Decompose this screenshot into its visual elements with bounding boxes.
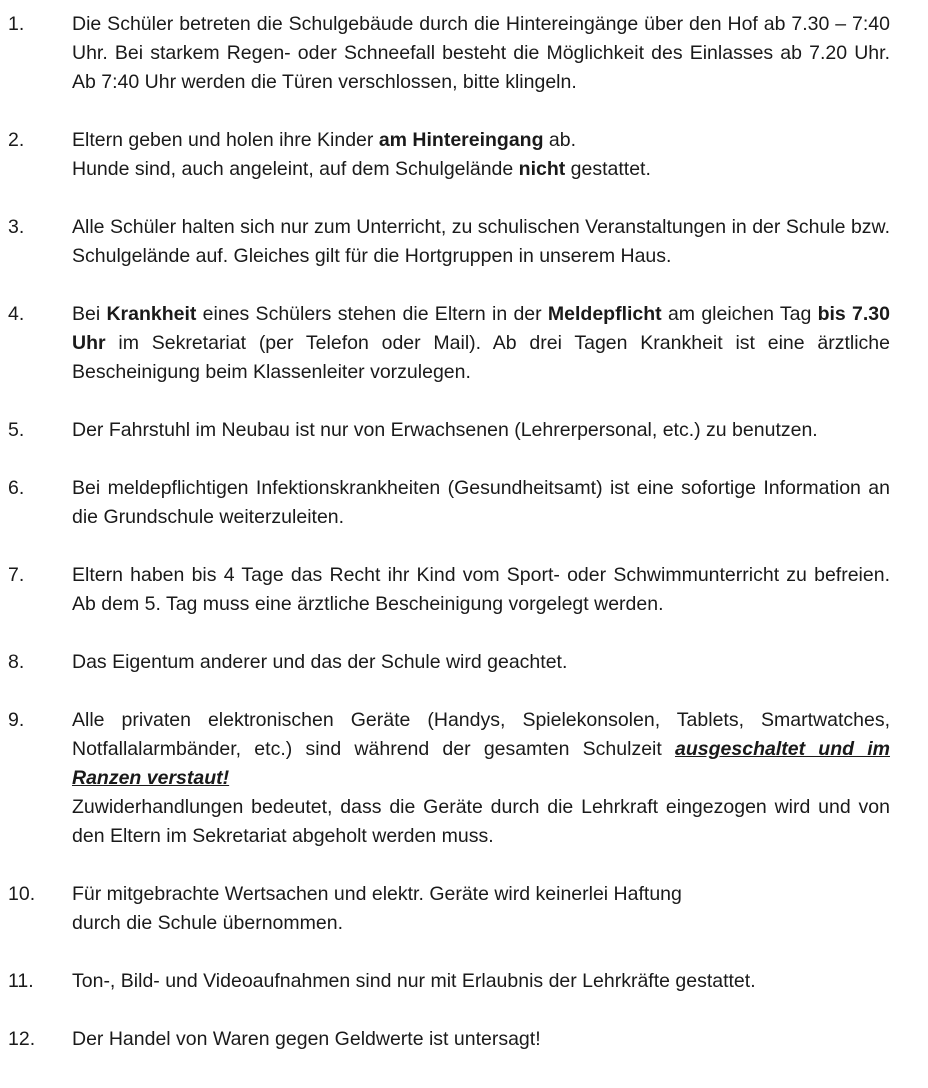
text-run: Bei: [72, 303, 107, 325]
item-number: 11.: [8, 970, 34, 992]
document-page: [8, 10, 890, 1054]
item-text: [72, 474, 890, 532]
text-run: Der Handel von Waren gegen Geldwerte ist untersagt!: [72, 1028, 541, 1050]
item-text: [72, 1025, 890, 1054]
item-text: [72, 300, 890, 387]
list-item: [8, 213, 890, 271]
text-run: Für mitgebrachte Wertsachen und elektr. Geräte wird keinerlei Haftung: [72, 883, 682, 905]
item-text: [72, 10, 890, 97]
text-run: Krankheit: [106, 303, 197, 325]
item-text: [72, 967, 890, 996]
text-run: Eltern haben bis 4 Tage das Recht ihr Kind vom Sport- oder Schwimmunterricht zu befreien. Ab dem 5. Tag muss eine ärztliche Bescheinigung vorgelegt werden.: [72, 564, 890, 615]
item-number: 10.: [8, 883, 36, 905]
item-number: 3.: [8, 216, 25, 238]
item-number: 9.: [8, 709, 25, 731]
text-run: Das Eigentum anderer und das der Schule wird geachtet.: [72, 651, 568, 673]
item-text: [72, 416, 890, 445]
item-text: [72, 213, 890, 271]
item-text: [72, 126, 890, 184]
text-run: Zuwiderhandlungen bedeutet, dass die Geräte durch die Lehrkraft eingezogen wird und von den Eltern im Sekretariat abgeholt werden muss.: [72, 796, 890, 847]
rules-list: [8, 10, 890, 1054]
list-item: [8, 1025, 890, 1054]
text-run: Der Fahrstuhl im Neubau ist nur von Erwachsenen (Lehrerpersonal, etc.) zu benutzen.: [72, 419, 818, 441]
text-run: ab.: [543, 129, 577, 151]
list-item: [8, 416, 890, 445]
item-number: 8.: [8, 651, 25, 673]
item-number: 7.: [8, 564, 25, 586]
list-item: [8, 561, 890, 619]
item-number: 1.: [8, 13, 25, 35]
text-run: Hunde sind, auch angeleint, auf dem Schulgelände: [72, 158, 519, 180]
item-number: 12.: [8, 1028, 36, 1050]
text-run: durch die Schule übernommen.: [72, 912, 343, 934]
text-run: gestattet.: [565, 158, 651, 180]
item-text: [72, 561, 890, 619]
text-run: Bei meldepflichtigen Infektionskrankheiten (Gesundheitsamt) ist eine sofortige Information an die Grundschule weiterzuleiten.: [72, 477, 890, 528]
text-run: am gleichen Tag: [661, 303, 818, 325]
item-text: [72, 648, 890, 677]
list-item: [8, 648, 890, 677]
item-number: 2.: [8, 129, 25, 151]
text-run: Meldepflicht: [547, 303, 662, 325]
text-run: ausgeschaltet und im Ranzen verstaut!: [72, 738, 890, 789]
text-run: Alle privaten elektronischen Geräte (Handys, Spielekonsolen, Tablets, Smartwatches, Notfallalarmbänder, etc.) sind während der gesamten Schulzeit: [72, 709, 890, 760]
list-item: [8, 10, 890, 97]
item-text: [72, 706, 890, 851]
list-item: [8, 880, 890, 938]
item-text: [72, 880, 890, 938]
text-run: Alle Schüler halten sich nur zum Unterricht, zu schulischen Veranstaltungen in der Schule bzw. Schulgelände auf. Gleiches gilt für die Hortgruppen in unserem Haus.: [72, 216, 890, 267]
list-item: [8, 474, 890, 532]
list-item: [8, 706, 890, 851]
list-item: [8, 300, 890, 387]
list-item: [8, 967, 890, 996]
item-number: 6.: [8, 477, 25, 499]
text-run: am Hintereingang: [378, 129, 544, 151]
text-run: nicht: [518, 158, 566, 180]
text-run: Ton-, Bild- und Videoaufnahmen sind nur mit Erlaubnis der Lehrkräfte gestattet.: [72, 970, 756, 992]
list-item: [8, 126, 890, 184]
text-run: eines Schülers stehen die Eltern in der: [196, 303, 548, 325]
text-run: bis 7.30 Uhr: [72, 303, 890, 354]
text-run: Die Schüler betreten die Schulgebäude durch die Hintereingänge über den Hof ab 7.30 – 7:40 Uhr. Bei starkem Regen- oder Schneefall besteht die Möglichkeit des Einlasses ab 7.20 Uhr. Ab 7:40 Uhr werden die Türen verschlossen, bitte klingeln.: [72, 13, 890, 93]
item-number: 4.: [8, 303, 25, 325]
text-run: im Sekretariat (per Telefon oder Mail). Ab drei Tagen Krankheit ist eine ärztliche Bescheinigung beim Klassenleiter vorzulegen.: [72, 332, 890, 383]
item-number: 5.: [8, 419, 25, 441]
text-run: Eltern geben und holen ihre Kinder: [72, 129, 379, 151]
